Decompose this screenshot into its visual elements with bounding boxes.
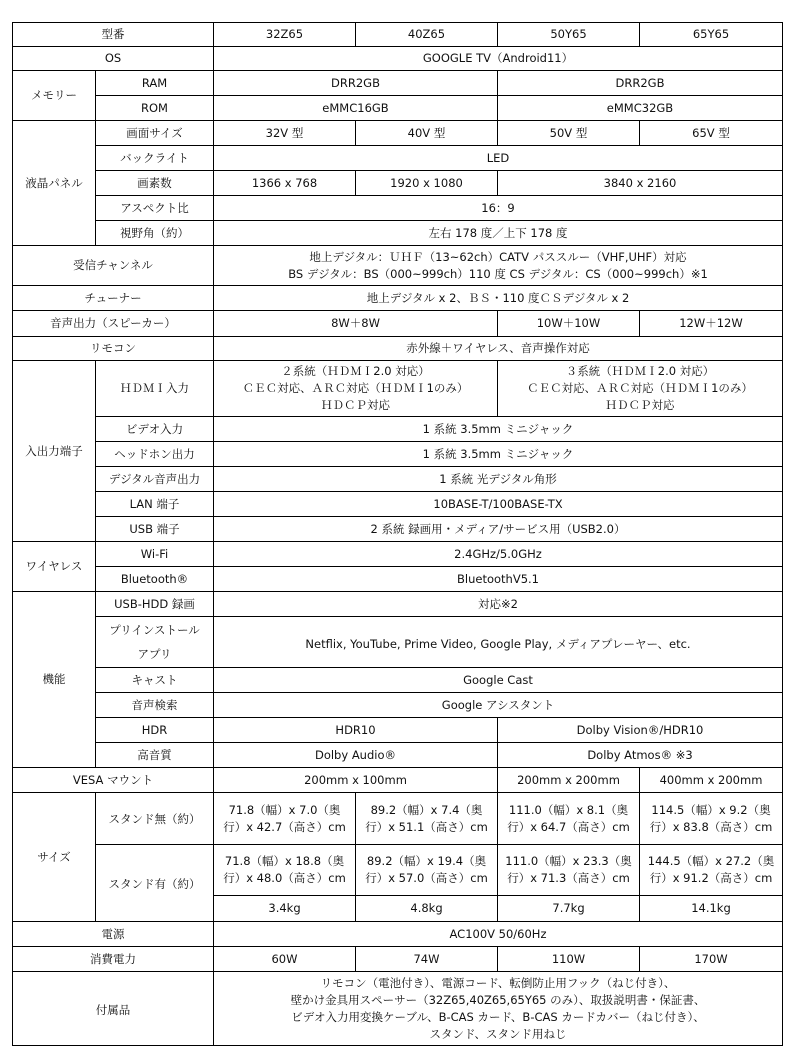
voice-search-row [13, 693, 783, 718]
hdr-large: Dolby Vision®/HDR10 [498, 718, 783, 743]
headphone-value: 1 系統 3.5mm ミニジャック [214, 442, 783, 467]
size-with-stand-label: スタンド有（約） [96, 845, 214, 922]
consumption-50: 110W [498, 947, 640, 972]
audio-output-row [13, 311, 783, 337]
apps-row [13, 617, 783, 668]
ram-label: RAM [96, 71, 214, 96]
header-row [13, 23, 783, 47]
weight-50: 7.7kg [498, 896, 640, 922]
vesa-small: 200mm x 100mm [214, 768, 498, 793]
aspect-value: 16：9 [214, 196, 783, 221]
os-value: GOOGLE TV（Android11） [214, 47, 783, 71]
audio-output-65: 12W＋12W [640, 311, 783, 337]
size-with-stand-row [13, 845, 783, 896]
bluetooth-label: Bluetooth® [96, 567, 214, 592]
screen-size-65: 65V 型 [640, 121, 783, 146]
rom-label: ROM [96, 96, 214, 121]
consumption-32: 60W [214, 947, 356, 972]
screen-size-50: 50V 型 [498, 121, 640, 146]
size-without-stand-label: スタンド無（約） [96, 793, 214, 845]
usb-label: USB 端子 [96, 517, 214, 542]
backlight-label: バックライト [96, 146, 214, 171]
power-label: 電源 [13, 922, 214, 947]
power-value: AC100V 50/60Hz [214, 922, 783, 947]
channel-bs-cs: BS デジタル：BS（000~999ch）110 度 CS デジタル：CS（000~999ch）※1 [288, 266, 708, 281]
model-65y65: 65Y65 [640, 23, 783, 47]
sound-label: 高音質 [96, 743, 214, 768]
bluetooth-row [13, 567, 783, 592]
wifi-label: Wi-Fi [96, 542, 214, 567]
vesa-65: 400mm x 200mm [640, 768, 783, 793]
sound-large: Dolby Atmos® ※3 [498, 743, 783, 768]
consumption-65: 170W [640, 947, 783, 972]
rom-row [13, 96, 783, 121]
voice-search-value: Google アシスタント [214, 693, 783, 718]
size-without-32: 71.8（幅）x 7.0（奥 行）x 42.7（高さ）cm [214, 793, 356, 845]
video-input-label: ビデオ入力 [96, 417, 214, 442]
bluetooth-value: BluetoothV5.1 [214, 567, 783, 592]
size-with-32: 71.8（幅）x 18.8（奥 行）x 48.0（高さ）cm [214, 845, 356, 896]
model-40z65: 40Z65 [356, 23, 498, 47]
usb-hdd-row [13, 592, 783, 617]
screen-size-40: 40V 型 [356, 121, 498, 146]
digital-audio-label: デジタル音声出力 [96, 467, 214, 492]
screen-size-32: 32V 型 [214, 121, 356, 146]
aspect-row [13, 196, 783, 221]
apps-label: プリインストール アプリ [96, 617, 214, 668]
usb-row [13, 517, 783, 542]
viewing-angle-value: 左右 178 度／上下 178 度 [214, 221, 783, 246]
tuner-row [13, 286, 783, 311]
hdr-label: HDR [96, 718, 214, 743]
ram-large: DRR2GB [498, 71, 783, 96]
usb-hdd-label: USB-HDD 録画 [96, 592, 214, 617]
cast-value: Google Cast [214, 668, 783, 693]
accessories-label: 付属品 [13, 972, 214, 1046]
model-label: 型番 [13, 23, 214, 47]
wireless-group-label: ワイヤレス [13, 542, 96, 592]
wifi-value: 2.4GHz/5.0GHz [214, 542, 783, 567]
video-input-row [13, 417, 783, 442]
rom-small: eMMC16GB [214, 96, 498, 121]
pixels-40: 1920 x 1080 [356, 171, 498, 196]
rom-large: eMMC32GB [498, 96, 783, 121]
pixels-32: 1366 x 768 [214, 171, 356, 196]
aspect-label: アスペクト比 [96, 196, 214, 221]
weight-40: 4.8kg [356, 896, 498, 922]
headphone-row [13, 442, 783, 467]
accessories-value: リモコン（電池付き）、電源コード、転倒防止用フック（ねじ付き）、 壁かけ金具用スペーサー（32Z65,40Z65,65Y65 のみ）、取扱説明書・保証書、 ビデオ入力用変換ケーブル、B-CAS カード、B-CAS カードカバー（ねじ付き）、 スタンド、スタンド用ねじ [214, 972, 783, 1046]
weight-65: 14.1kg [640, 896, 783, 922]
hdmi-row [13, 361, 783, 417]
voice-search-label: 音声検索 [96, 693, 214, 718]
viewing-angle-label: 視野角（約） [96, 221, 214, 246]
ram-row [13, 71, 783, 96]
channel-value [214, 246, 783, 286]
vesa-row [13, 768, 783, 793]
ram-small: DRR2GB [214, 71, 498, 96]
backlight-value: LED [214, 146, 783, 171]
lan-row [13, 492, 783, 517]
digital-audio-row [13, 467, 783, 492]
hdr-small: HDR10 [214, 718, 498, 743]
hdr-row [13, 718, 783, 743]
remote-label: リモコン [13, 337, 214, 361]
consumption-label: 消費電力 [13, 947, 214, 972]
os-label: OS [13, 47, 214, 71]
size-with-50: 111.0（幅）x 23.3（奥 行）x 71.3（高さ）cm [498, 845, 640, 896]
model-50y65: 50Y65 [498, 23, 640, 47]
hdmi-label: ＨＤＭＩ入力 [96, 361, 214, 417]
digital-audio-value: 1 系統 光デジタル角形 [214, 467, 783, 492]
video-input-value: 1 系統 3.5mm ミニジャック [214, 417, 783, 442]
hdmi-large: ３系統（ＨＤＭＩ2.0 対応） ＣＥＣ対応、ＡＲＣ対応（ＨＤＭＩ1のみ） ＨＤＣＰ対応 [498, 361, 783, 417]
consumption-40: 74W [356, 947, 498, 972]
pixels-label: 画素数 [96, 171, 214, 196]
size-without-stand-row [13, 793, 783, 845]
apps-value: Netflix, YouTube, Prime Video, Google Play, メディアプレーヤー、etc. [214, 617, 783, 668]
wifi-row [13, 542, 783, 567]
size-without-65: 114.5（幅）x 9.2（奥 行）x 83.8（高さ）cm [640, 793, 783, 845]
headphone-label: ヘッドホン出力 [96, 442, 214, 467]
panel-group-label: 液晶パネル [13, 121, 96, 246]
screen-size-label: 画面サイズ [96, 121, 214, 146]
backlight-row [13, 146, 783, 171]
audio-output-50: 10W＋10W [498, 311, 640, 337]
spec-table [12, 22, 783, 1046]
features-group-label: 機能 [13, 592, 96, 768]
accessories-row [13, 972, 783, 1046]
weight-32: 3.4kg [214, 896, 356, 922]
sound-row [13, 743, 783, 768]
pixels-4k: 3840 x 2160 [498, 171, 783, 196]
audio-output-label: 音声出力（スピーカー） [13, 311, 214, 337]
power-row [13, 922, 783, 947]
io-group-label: 入出力端子 [13, 361, 96, 542]
viewing-angle-row [13, 221, 783, 246]
size-with-40: 89.2（幅）x 19.4（奥 行）x 57.0（高さ）cm [356, 845, 498, 896]
pixels-row [13, 171, 783, 196]
hdmi-small: ２系統（ＨＤＭＩ2.0 対応） ＣＥＣ対応、ＡＲＣ対応（ＨＤＭＩ1のみ） ＨＤＣＰ対応 [214, 361, 498, 417]
tuner-value: 地上デジタル x 2、ＢＳ・110 度ＣＳデジタル x 2 [214, 286, 783, 311]
lan-value: 10BASE-T/100BASE-TX [214, 492, 783, 517]
model-32z65: 32Z65 [214, 23, 356, 47]
tuner-label: チューナー [13, 286, 214, 311]
memory-group-label: メモリー [13, 71, 96, 121]
size-group-label: サイズ [13, 793, 96, 922]
consumption-row [13, 947, 783, 972]
os-row [13, 47, 783, 71]
screen-size-row [13, 121, 783, 146]
usb-value: 2 系統 録画用・メディア/サービス用（USB2.0） [214, 517, 783, 542]
audio-output-small: 8W＋8W [214, 311, 498, 337]
remote-row [13, 337, 783, 361]
vesa-50: 200mm x 200mm [498, 768, 640, 793]
sound-small: Dolby Audio® [214, 743, 498, 768]
remote-value: 赤外線＋ワイヤレス、音声操作対応 [214, 337, 783, 361]
usb-hdd-value: 対応※2 [214, 592, 783, 617]
cast-label: キャスト [96, 668, 214, 693]
spec-sheet [12, 22, 783, 1046]
size-without-40: 89.2（幅）x 7.4（奥 行）x 51.1（高さ）cm [356, 793, 498, 845]
channel-label: 受信チャンネル [13, 246, 214, 286]
lan-label: LAN 端子 [96, 492, 214, 517]
vesa-label: VESA マウント [13, 768, 214, 793]
channel-terrestrial: 地上デジタル：ＵＨＦ（13~62ch）CATV パススルー（VHF,UHF）対応 [309, 249, 687, 264]
size-with-65: 144.5（幅）x 27.2（奥 行）x 91.2（高さ）cm [640, 845, 783, 896]
size-without-50: 111.0（幅）x 8.1（奥 行）x 64.7（高さ）cm [498, 793, 640, 845]
channel-row [13, 246, 783, 286]
cast-row [13, 668, 783, 693]
